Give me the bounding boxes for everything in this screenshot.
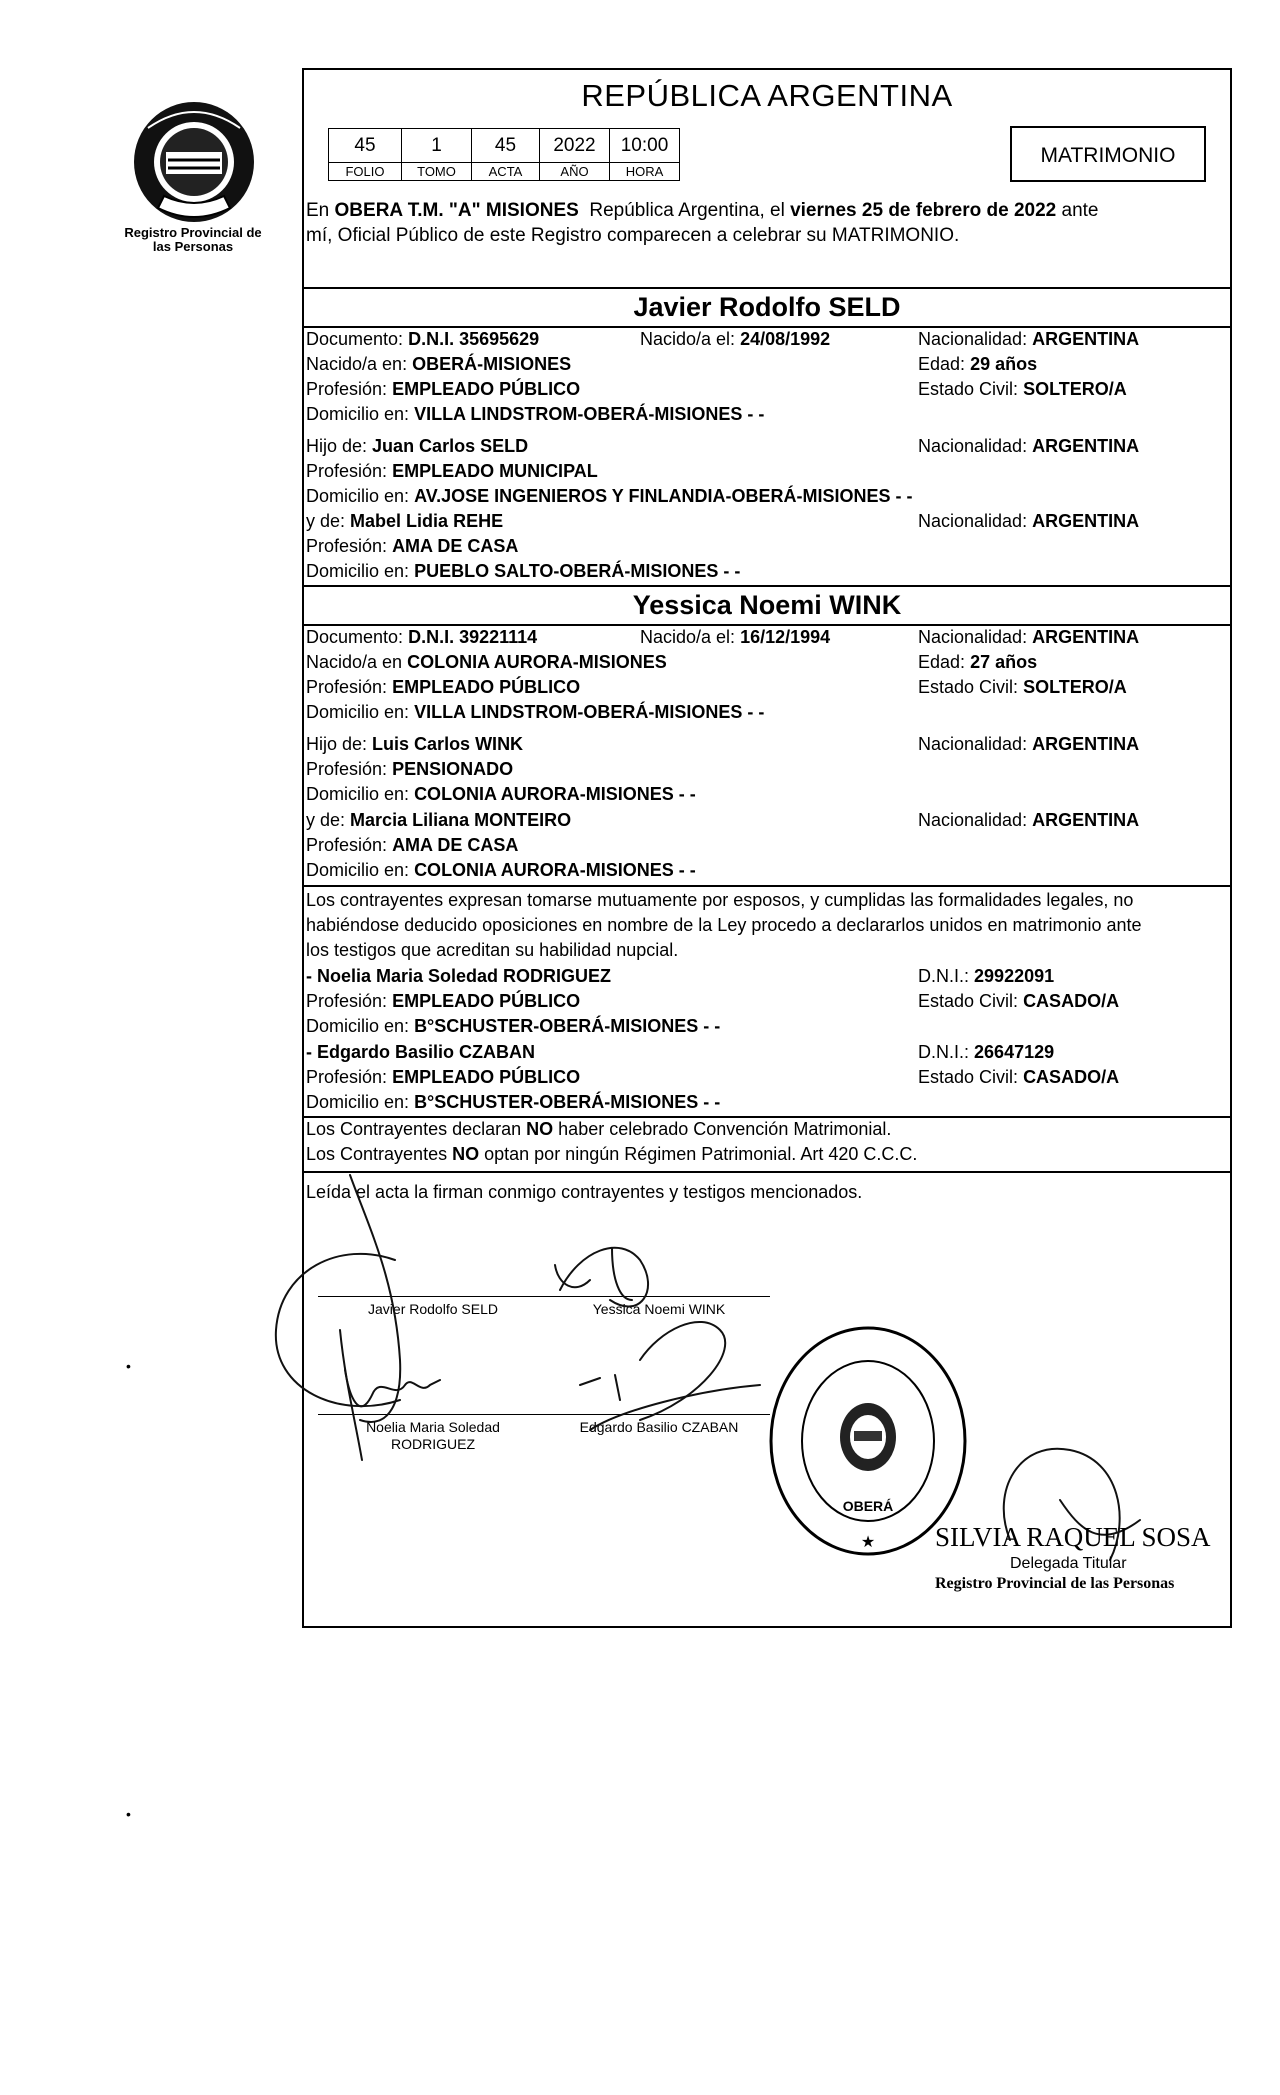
folio-label: FOLIO xyxy=(329,163,402,181)
spouse1-age: Edad: 29 años xyxy=(918,354,1038,374)
regime-line2: Los Contrayentes NO optan por ningún Régimen Patrimonial. Art 420 C.C.C. xyxy=(306,1144,918,1164)
emblem-caption: Registro Provincial de las Personas xyxy=(124,225,262,254)
spouse2-profession: Profesión: EMPLEADO PÚBLICO xyxy=(306,677,581,697)
intro-country: República Argentina, el xyxy=(589,200,785,221)
margin-dot: • xyxy=(126,1358,131,1374)
hora-label: HORA xyxy=(610,163,680,181)
spouse1-mother-nationality: Nacionalidad: ARGENTINA xyxy=(918,511,1140,531)
tomo-value: 1 xyxy=(402,129,472,163)
spouse2-father-address: Domicilio en: COLONIA AURORA-MISIONES - - xyxy=(306,784,696,804)
anio-label: AÑO xyxy=(540,163,610,181)
hora-value: 10:00 xyxy=(610,129,680,163)
witness1-civil-status: Estado Civil: CASADO/A xyxy=(918,991,1120,1011)
signature-caption-spouse1: Javier Rodolfo SELD xyxy=(368,1301,498,1317)
official-name: SILVIA RAQUEL SOSA xyxy=(935,1522,1211,1552)
witness1-address: Domicilio en: B°SCHUSTER-OBERÁ-MISIONES - - xyxy=(306,1016,721,1036)
act-type-box: MATRIMONIO xyxy=(1010,126,1206,182)
spouse2-birth-date: Nacido/a el: 16/12/1994 xyxy=(640,627,831,647)
spouse2-name-heading: Yessica Noemi WINK xyxy=(632,590,902,620)
witness1-name: - Noelia Maria Soledad RODRIGUEZ xyxy=(306,966,612,986)
intro-line2: mí, Oficial Público de este Registro comparecen a celebrar su MATRIMONIO. xyxy=(306,225,960,246)
spouse1-father-nationality: Nacionalidad: ARGENTINA xyxy=(918,436,1140,456)
anio-value: 2022 xyxy=(540,129,610,163)
spouse2-father-nationality: Nacionalidad: ARGENTINA xyxy=(918,734,1140,754)
intro-en: En xyxy=(306,200,330,221)
spouse1-mother: y de: Mabel Lidia REHE xyxy=(306,511,504,531)
spouse1-mother-profession: Profesión: AMA DE CASA xyxy=(306,536,519,556)
spouse2-document: Documento: D.N.I. 39221114 xyxy=(306,627,538,647)
spouse2-birthplace: Nacido/a en COLONIA AURORA-MISIONES xyxy=(306,652,667,672)
svg-text:★: ★ xyxy=(860,1534,876,1551)
intro-date: viernes 25 de febrero de 2022 xyxy=(790,200,1057,221)
signature-caption-spouse2: Yessica Noemi WINK xyxy=(592,1301,726,1317)
closing-text: Leída el acta la firman conmigo contrayentes y testigos mencionados. xyxy=(306,1182,863,1202)
tomo-label: TOMO xyxy=(402,163,472,181)
acta-value: 45 xyxy=(472,129,540,163)
regime-line1: Los Contrayentes declaran NO haber celebrado Convención Matrimonial. xyxy=(306,1119,892,1139)
spouse1-father-address: Domicilio en: AV.JOSE INGENIEROS Y FINLANDIA-OBERÁ-MISIONES - - xyxy=(306,486,913,506)
spouse1-nationality: Nacionalidad: ARGENTINA xyxy=(918,329,1140,349)
spouse2-mother-nationality: Nacionalidad: ARGENTINA xyxy=(918,810,1140,830)
official-organization: Registro Provincial de las Personas xyxy=(935,1575,1175,1592)
witness2-civil-status: Estado Civil: CASADO/A xyxy=(918,1067,1120,1087)
spouse2-age: Edad: 27 años xyxy=(918,652,1038,672)
spouse1-civil-status: Estado Civil: SOLTERO/A xyxy=(918,379,1127,399)
margin-dot: • xyxy=(126,1806,131,1822)
signature-caption-witness1: Noelia Maria Soledad RODRIGUEZ xyxy=(366,1419,500,1452)
witness1-dni: D.N.I.: 29922091 xyxy=(918,966,1055,986)
declaration-paragraph: Los contrayentes expresan tomarse mutuamente por esposos, y cumplidas las formalidades legales, no habiéndose deducido oposiciones en nombre de la Ley procedo a declararlos unidos en matrimonio ante los testigos que acreditan su habilidad nupcial. xyxy=(306,890,1142,960)
spouse2-mother: y de: Marcia Liliana MONTEIRO xyxy=(306,810,572,830)
folio-value: 45 xyxy=(329,129,402,163)
witness1-profession: Profesión: EMPLEADO PÚBLICO xyxy=(306,991,581,1011)
spouse1-name-heading: Javier Rodolfo SELD xyxy=(633,292,901,322)
witness2-dni: D.N.I.: 26647129 xyxy=(918,1042,1055,1062)
svg-text:OBERÁ: OBERÁ xyxy=(842,1498,894,1514)
spouse1-profession: Profesión: EMPLEADO PÚBLICO xyxy=(306,379,581,399)
acta-label: ACTA xyxy=(472,163,540,181)
spouse2-father: Hijo de: Luis Carlos WINK xyxy=(306,734,524,754)
country-title: REPÚBLICA ARGENTINA xyxy=(581,78,953,113)
intro-ante: ante xyxy=(1061,200,1099,221)
spouse2-address: Domicilio en: VILLA LINDSTROM-OBERÁ-MISIONES - - xyxy=(306,702,765,722)
official-role: Delegada Titular xyxy=(1010,1555,1127,1572)
witness2-address: Domicilio en: B°SCHUSTER-OBERÁ-MISIONES - - xyxy=(306,1092,721,1112)
spouse1-father-profession: Profesión: EMPLEADO MUNICIPAL xyxy=(306,461,598,481)
spouse2-father-profession: Profesión: PENSIONADO xyxy=(306,759,514,779)
spouse1-father: Hijo de: Juan Carlos SELD xyxy=(306,436,529,456)
spouse2-mother-profession: Profesión: AMA DE CASA xyxy=(306,835,519,855)
witness2-profession: Profesión: EMPLEADO PÚBLICO xyxy=(306,1067,581,1087)
witness2-name: - Edgardo Basilio CZABAN xyxy=(306,1042,536,1062)
spouse2-civil-status: Estado Civil: SOLTERO/A xyxy=(918,677,1127,697)
signature-caption-witness2: Edgardo Basilio CZABAN xyxy=(579,1419,739,1435)
spouse1-address: Domicilio en: VILLA LINDSTROM-OBERÁ-MISIONES - - xyxy=(306,404,765,424)
spouse1-mother-address: Domicilio en: PUEBLO SALTO-OBERÁ-MISIONES - - xyxy=(306,561,741,581)
intro-place: OBERA T.M. "A" MISIONES xyxy=(334,200,579,221)
spouse1-document: Documento: D.N.I. 35695629 xyxy=(306,329,540,349)
spouse2-mother-address: Domicilio en: COLONIA AURORA-MISIONES - - xyxy=(306,860,696,880)
spouse1-birth-date: Nacido/a el: 24/08/1992 xyxy=(640,329,831,349)
spouse1-birthplace: Nacido/a en: OBERÁ-MISIONES xyxy=(306,354,572,374)
spouse2-nationality: Nacionalidad: ARGENTINA xyxy=(918,627,1140,647)
